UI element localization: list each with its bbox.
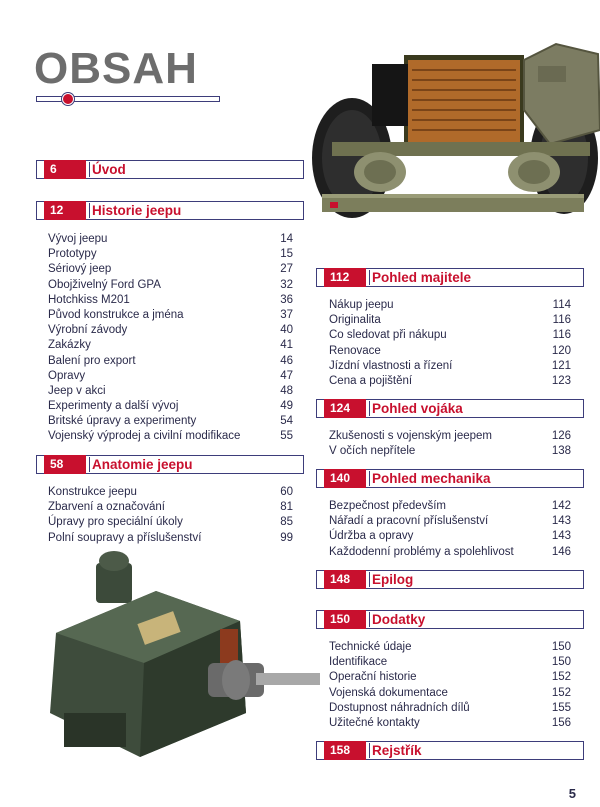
- toc-entry[interactable]: [48, 384, 293, 399]
- section-header-vojaka[interactable]: [316, 399, 584, 418]
- toc-entry[interactable]: [48, 354, 293, 369]
- entry-page: 55: [280, 430, 293, 443]
- entry-page: 146: [551, 545, 571, 558]
- entry-label: Bezpečnost především: [329, 500, 446, 512]
- entry-page: 138: [551, 445, 571, 458]
- toc-entry[interactable]: [329, 444, 571, 459]
- entry-label: Vojenská dokumentace: [329, 686, 448, 699]
- entry-label: Sériový jeep: [48, 263, 112, 276]
- toc-entry[interactable]: [48, 500, 293, 515]
- section-page-number: 158: [324, 741, 366, 760]
- entry-page: 15: [280, 248, 293, 261]
- entry-label: Jeep v akci: [48, 384, 106, 397]
- entry-page: 152: [551, 671, 571, 684]
- entry-page: 143: [551, 530, 571, 543]
- entry-page: 126: [551, 430, 571, 442]
- section-page-number: 148: [324, 570, 366, 589]
- entry-label: Dostupnost náhradních dílů: [329, 701, 470, 714]
- toc-entry[interactable]: [48, 515, 293, 530]
- red-dot-icon: [62, 93, 74, 105]
- entry-page: 152: [551, 686, 571, 699]
- section-title: Dodatky: [372, 612, 426, 627]
- entry-page: 14: [280, 233, 293, 245]
- entry-label: Původ konstrukce a jména: [48, 308, 184, 321]
- page-number: 5: [568, 786, 576, 801]
- entry-label: Cena a pojištění: [329, 374, 413, 387]
- entry-label: Nářadí a pracovní příslušenství: [329, 515, 489, 528]
- entry-label: Opravy: [48, 369, 86, 382]
- section-page-number: 6: [44, 160, 86, 179]
- entry-page: 143: [551, 515, 571, 528]
- entry-page: 123: [551, 374, 571, 387]
- section-header-majitele[interactable]: [316, 268, 584, 287]
- entry-page: 36: [280, 293, 293, 306]
- entry-label: Technické údaje: [329, 641, 412, 653]
- entry-page: 150: [551, 641, 571, 653]
- entry-label: Zkušenosti s vojenským jeepem: [329, 430, 492, 442]
- toc-entry[interactable]: [329, 670, 571, 685]
- toc-entry[interactable]: [329, 545, 571, 560]
- toc-entry[interactable]: [329, 328, 571, 343]
- section-title: Pohled majitele: [372, 270, 472, 285]
- entry-page: 41: [280, 339, 293, 352]
- entry-label: Polní soupravy a příslušenství: [48, 531, 202, 544]
- toc-entry[interactable]: [329, 359, 571, 374]
- toc-entry[interactable]: [329, 514, 571, 529]
- toc-entry[interactable]: [48, 369, 293, 384]
- entry-page: 85: [280, 516, 293, 529]
- toc-entry[interactable]: [48, 338, 293, 353]
- toc-entry[interactable]: [48, 485, 293, 500]
- toc-entry[interactable]: [329, 344, 571, 359]
- section-header-historie[interactable]: [36, 201, 304, 220]
- toc-entry[interactable]: [329, 701, 571, 716]
- entry-label: Vývoj jeepu: [48, 233, 108, 245]
- toc-entry[interactable]: [48, 429, 293, 444]
- section-header-uvod[interactable]: [36, 160, 304, 179]
- toc-entry[interactable]: [329, 716, 571, 731]
- toc-entry[interactable]: [48, 278, 293, 293]
- toc-entry[interactable]: [48, 323, 293, 338]
- toc-entry[interactable]: [329, 313, 571, 328]
- entry-label: Údržba a opravy: [329, 530, 414, 543]
- jeep-chassis-photo: [312, 40, 600, 220]
- section-header-anatomie[interactable]: [36, 455, 304, 474]
- entry-label: Zbarvení a označování: [48, 501, 165, 514]
- entry-label: Úpravy pro speciální úkoly: [48, 516, 183, 529]
- entry-label: Nákup jeepu: [329, 299, 394, 311]
- toc-list-historie: [48, 232, 293, 445]
- entry-label: Prototypy: [48, 248, 97, 261]
- section-title: Úvod: [92, 162, 126, 177]
- gearbox-photo: [40, 545, 330, 770]
- entry-page: 142: [551, 500, 571, 512]
- toc-entry[interactable]: [48, 247, 293, 262]
- toc-entry[interactable]: [48, 308, 293, 323]
- toc-entry[interactable]: [329, 655, 571, 670]
- section-header-mechanika[interactable]: [316, 469, 584, 488]
- entry-page: 99: [280, 531, 293, 544]
- toc-entry[interactable]: [329, 640, 571, 655]
- entry-page: 150: [551, 656, 571, 669]
- toc-entry[interactable]: [329, 429, 571, 444]
- entry-label: Obojživelný Ford GPA: [48, 278, 161, 291]
- entry-page: 37: [280, 308, 293, 321]
- section-title: Pohled vojáka: [372, 401, 463, 416]
- entry-page: 27: [280, 263, 293, 276]
- entry-label: Operační historie: [329, 671, 417, 684]
- entry-page: 81: [280, 501, 293, 514]
- toc-entry[interactable]: [48, 531, 293, 546]
- section-page-number: 12: [44, 201, 86, 220]
- entry-label: Jízdní vlastnosti a řízení: [329, 359, 453, 372]
- section-page-number: 124: [324, 399, 366, 418]
- entry-label: Užitečné kontakty: [329, 716, 420, 729]
- entry-label: Renovace: [329, 344, 381, 357]
- toc-list-dodatky: [329, 640, 571, 731]
- section-page-number: 140: [324, 469, 366, 488]
- section-header-epilog[interactable]: [316, 570, 584, 589]
- toc-list-majitele: [329, 298, 571, 389]
- entry-page: 46: [280, 354, 293, 367]
- toc-entry[interactable]: [48, 399, 293, 414]
- toc-list-anatomie: [48, 485, 293, 546]
- section-page-number: 112: [324, 268, 366, 287]
- entry-page: 47: [280, 369, 293, 382]
- entry-label: Konstrukce jeepu: [48, 486, 137, 498]
- entry-page: 116: [552, 314, 571, 327]
- title-rule: [36, 96, 220, 102]
- entry-page: 49: [280, 400, 293, 413]
- entry-page: 40: [280, 324, 293, 337]
- section-page-number: 58: [44, 455, 86, 474]
- toc-entry[interactable]: [48, 232, 293, 247]
- toc-entry[interactable]: [329, 298, 571, 313]
- section-header-rejstrik[interactable]: [316, 741, 584, 760]
- entry-page: 114: [552, 299, 571, 311]
- entry-page: 54: [280, 415, 293, 428]
- entry-page: 121: [551, 359, 571, 372]
- toc-entry[interactable]: [329, 686, 571, 701]
- entry-page: 32: [280, 278, 293, 291]
- entry-label: Originalita: [329, 314, 381, 327]
- section-title: Rejstřík: [372, 743, 422, 758]
- toc-entry[interactable]: [48, 293, 293, 308]
- entry-page: 120: [551, 344, 571, 357]
- page-title: OBSAH: [34, 44, 198, 93]
- toc-entry[interactable]: [48, 262, 293, 277]
- section-header-dodatky[interactable]: [316, 610, 584, 629]
- entry-label: V očích nepřítele: [329, 445, 416, 458]
- entry-page: 116: [552, 329, 571, 342]
- entry-label: Hotchkiss M201: [48, 293, 130, 306]
- toc-entry[interactable]: [329, 529, 571, 544]
- entry-label: Každodenní problémy a spolehlivost: [329, 545, 514, 558]
- entry-page: 48: [280, 384, 293, 397]
- entry-label: Vojenský výprodej a civilní modifikace: [48, 430, 241, 443]
- entry-label: Výrobní závody: [48, 324, 128, 337]
- entry-label: Balení pro export: [48, 354, 136, 367]
- section-title: Epilog: [372, 572, 414, 587]
- section-title: Historie jeepu: [92, 203, 182, 218]
- toc-entry[interactable]: [48, 414, 293, 429]
- entry-label: Zakázky: [48, 339, 91, 352]
- entry-label: Experimenty a další vývoj: [48, 400, 179, 413]
- entry-label: Identifikace: [329, 656, 388, 669]
- entry-page: 60: [280, 486, 293, 498]
- entry-label: Britské úpravy a experimenty: [48, 415, 197, 428]
- toc-entry[interactable]: [329, 374, 571, 389]
- entry-page: 156: [551, 716, 571, 729]
- toc-list-vojaka: [329, 429, 571, 459]
- toc-list-mechanika: [329, 499, 571, 560]
- section-page-number: 150: [324, 610, 366, 629]
- entry-label: Co sledovat při nákupu: [329, 329, 447, 342]
- toc-entry[interactable]: [329, 499, 571, 514]
- section-title: Pohled mechanika: [372, 471, 491, 486]
- entry-page: 155: [551, 701, 571, 714]
- section-title: Anatomie jeepu: [92, 457, 193, 472]
